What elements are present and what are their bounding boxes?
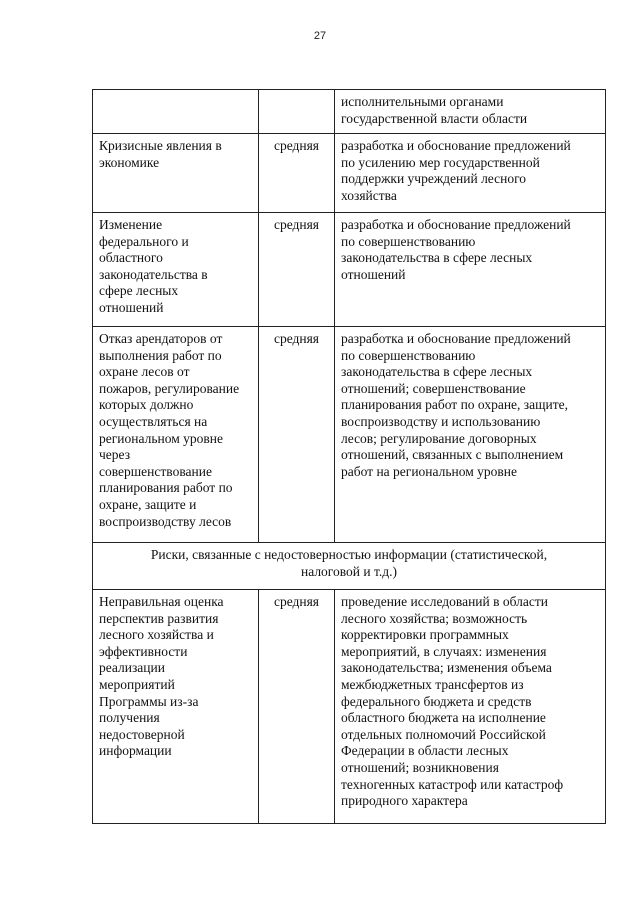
level-cell bbox=[259, 590, 335, 824]
risk-text: Неправильная оценка перспектив развития лесного хозяйства и эффективности реализации мероприятий Программы из-за получения недостоверной информации bbox=[99, 594, 224, 759]
section-title: Риски, связанные с недостоверностью информации (статистической, налоговой и т.д.) bbox=[150, 547, 548, 579]
section-row bbox=[93, 543, 606, 590]
risk-cell bbox=[93, 213, 259, 327]
table-row bbox=[93, 590, 606, 824]
level-cell bbox=[259, 213, 335, 327]
risk-text: Изменение федерального и областного законодательства в сфере лесных отношений bbox=[99, 217, 208, 315]
measures-cell bbox=[335, 134, 606, 213]
section-title-cell bbox=[93, 543, 606, 590]
table-row bbox=[93, 134, 606, 213]
measures-text: разработка и обоснование предложений по совершенствованию законодательства в сфере лесных отношений; совершенствование планирования работ по охране, защите, воспроизводству и использованию лесов; регулирование договорных отношений, связанных с выполнением работ на региональном уровне bbox=[341, 331, 571, 479]
level-text: средняя bbox=[273, 594, 320, 609]
table-row bbox=[93, 90, 606, 134]
risk-cell bbox=[93, 90, 259, 134]
level-text: средняя bbox=[273, 217, 320, 232]
page-number: 27 bbox=[313, 30, 327, 42]
measures-text: разработка и обоснование предложений по усилению мер государственной поддержки учреждений лесного хозяйства bbox=[341, 138, 571, 203]
measures-text: проведение исследований в области лесного хозяйства; возможность корректировки программных мероприятий, в случаях: изменения законодательства; изменения объема межбюджетных трансфертов из федерального бюджета и средств областного бюджета на исполнение отдельных полномочий Российской Федерации в области лесных отношений; возникновения техногенных катастроф или катастроф природного характера bbox=[341, 594, 564, 809]
level-text: средняя bbox=[273, 331, 320, 346]
risk-table bbox=[92, 89, 606, 824]
risk-cell bbox=[93, 134, 259, 213]
measures-cell bbox=[335, 213, 606, 327]
level-cell bbox=[259, 327, 335, 543]
measures-cell bbox=[335, 327, 606, 543]
measures-cell bbox=[335, 590, 606, 824]
level-text: средняя bbox=[273, 138, 320, 153]
risk-cell bbox=[93, 590, 259, 824]
level-cell bbox=[259, 90, 335, 134]
level-cell bbox=[259, 134, 335, 213]
measures-cell bbox=[335, 90, 606, 134]
measures-text: исполнительными органами государственной власти области bbox=[341, 94, 528, 126]
risk-text: Кризисные явления в экономике bbox=[99, 138, 222, 170]
risk-text: Отказ арендаторов от выполнения работ по охране лесов от пожаров, регулирование которых должно осуществляться на региональном уровне через совершенствование планирования работ по охране, защите и воспроизводству лесов bbox=[99, 331, 240, 529]
table-row bbox=[93, 327, 606, 543]
risk-cell bbox=[93, 327, 259, 543]
table-row bbox=[93, 213, 606, 327]
measures-text: разработка и обоснование предложений по совершенствованию законодательства в сфере лесных отношений bbox=[341, 217, 571, 282]
